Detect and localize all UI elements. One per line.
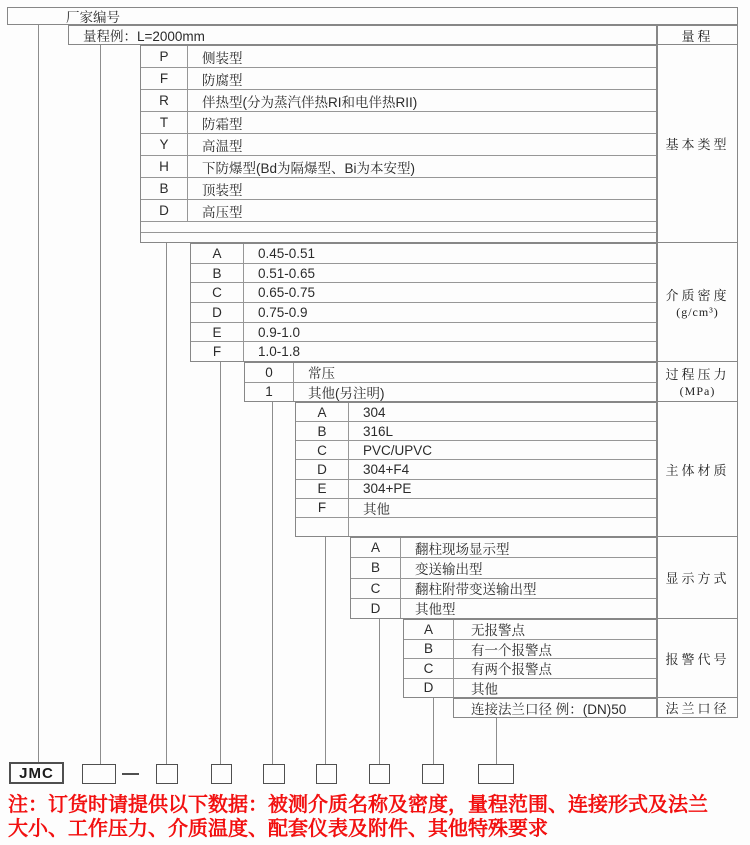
label-density-unit: (g/cm³) xyxy=(676,304,719,319)
density-code: E xyxy=(191,323,244,342)
pressure-desc: 常压 xyxy=(308,366,335,382)
label-flange-text: 法兰口径 xyxy=(665,701,730,716)
label-basic-type-text: 基本类型 xyxy=(665,137,730,152)
label-density-text: 介质密度 xyxy=(665,287,730,303)
alarm-desc: 有两个报警点 xyxy=(471,662,552,678)
connector-basic-type xyxy=(166,243,167,764)
model-box-density xyxy=(211,764,232,784)
model-box-display xyxy=(369,764,390,784)
display-desc: 翻柱现场显示型 xyxy=(415,541,510,557)
alarm-desc: 无报警点 xyxy=(471,623,525,639)
empty-row xyxy=(141,233,656,242)
flange-size-row xyxy=(453,698,657,718)
table-row xyxy=(296,422,656,441)
type-code: D xyxy=(141,200,188,221)
label-pressure-text: 过程压力 xyxy=(665,367,730,382)
empty-row xyxy=(296,518,656,536)
table-row xyxy=(141,90,656,112)
table-row xyxy=(296,480,656,499)
alarm-desc: 有一个报警点 xyxy=(471,642,552,658)
density-desc: 0.75-0.9 xyxy=(258,304,308,320)
material-code: F xyxy=(296,499,349,517)
table-row xyxy=(351,538,656,558)
connector-density xyxy=(220,362,221,764)
display-desc: 其他型 xyxy=(415,602,456,618)
material-table xyxy=(295,402,657,537)
label-material xyxy=(658,402,737,537)
density-desc: 1.0-1.8 xyxy=(258,344,301,360)
density-table xyxy=(190,243,657,362)
type-code: H xyxy=(141,156,188,177)
connector-range xyxy=(100,45,101,764)
model-box-range xyxy=(82,764,116,784)
label-display-text: 显示方式 xyxy=(665,571,730,586)
label-alarm-text: 报警代号 xyxy=(665,651,730,667)
type-desc: 侧装型 xyxy=(202,50,243,66)
density-code: F xyxy=(191,342,244,361)
type-desc: 防霜型 xyxy=(202,116,243,132)
type-desc: 下防爆型(Bd为隔爆型、Bi为本安型) xyxy=(202,160,416,176)
table-row xyxy=(351,579,656,599)
empty-desc xyxy=(349,518,363,536)
material-code: A xyxy=(296,403,349,421)
label-density xyxy=(658,243,737,362)
pressure-code: 1 xyxy=(245,383,294,402)
table-row xyxy=(404,620,656,640)
range-example-box xyxy=(68,25,657,45)
table-row xyxy=(404,679,656,698)
material-code: C xyxy=(296,441,349,459)
type-desc: 高温型 xyxy=(202,138,243,154)
connector-flange xyxy=(496,718,497,764)
density-code: D xyxy=(191,303,244,322)
alarm-desc: 其他 xyxy=(471,681,498,697)
type-code: F xyxy=(141,68,188,89)
type-code: R xyxy=(141,90,188,111)
density-desc: 0.9-1.0 xyxy=(258,324,301,340)
type-desc: 伴热型(分为蒸汽伴热RI和电伴热RII) xyxy=(202,94,418,110)
connector-display xyxy=(379,619,380,764)
table-row xyxy=(191,323,656,343)
label-flange xyxy=(658,698,737,717)
material-desc: 304 xyxy=(363,404,386,420)
table-row xyxy=(141,200,656,222)
alarm-code: C xyxy=(404,659,454,678)
table-row xyxy=(245,363,656,383)
density-code: B xyxy=(191,264,244,283)
label-pressure xyxy=(658,362,737,402)
display-desc: 翻柱附带变送输出型 xyxy=(415,582,537,598)
label-basic-type xyxy=(658,45,737,243)
order-note-line1: 注：订货时请提供以下数据：被测介质名称及密度，量程范围、连接形式及法兰 xyxy=(8,794,708,816)
connector-pressure xyxy=(272,402,273,764)
density-desc: 0.51-0.65 xyxy=(258,265,316,281)
table-row xyxy=(296,441,656,460)
pressure-desc: 其他(另注明) xyxy=(308,385,385,401)
alarm-code: B xyxy=(404,640,454,659)
density-code: C xyxy=(191,283,244,302)
table-row xyxy=(296,403,656,422)
material-desc: 304+F4 xyxy=(363,461,410,477)
type-code: P xyxy=(141,46,188,67)
model-box-basic-type xyxy=(156,764,178,784)
table-row xyxy=(191,303,656,323)
display-code: D xyxy=(351,599,401,618)
model-box-flange xyxy=(478,764,514,784)
connector-material xyxy=(325,537,326,764)
table-row xyxy=(191,264,656,284)
empty-code xyxy=(296,518,349,536)
display-code: C xyxy=(351,579,401,598)
table-row xyxy=(191,244,656,264)
alarm-code-table xyxy=(403,619,657,698)
material-desc: 其他 xyxy=(363,501,390,517)
alarm-code: D xyxy=(404,679,454,698)
table-row xyxy=(141,134,656,156)
material-code: D xyxy=(296,460,349,478)
density-code: A xyxy=(191,244,244,263)
factory-number-label: 厂家编号 xyxy=(66,10,120,25)
category-label-column xyxy=(657,25,738,718)
table-row xyxy=(351,599,656,618)
display-code: B xyxy=(351,558,401,577)
pressure-code: 0 xyxy=(245,363,294,382)
table-row xyxy=(296,499,656,518)
label-range-text: 量程 xyxy=(681,28,714,44)
basic-type-table xyxy=(140,45,657,243)
alarm-code: A xyxy=(404,620,454,639)
table-row xyxy=(141,178,656,200)
flange-size-text: 连接法兰口径 例：(DN)50 xyxy=(471,702,627,717)
table-row xyxy=(191,283,656,303)
connector-alarm xyxy=(433,698,434,764)
table-row xyxy=(141,46,656,68)
type-desc: 顶装型 xyxy=(202,182,243,198)
table-row xyxy=(141,156,656,178)
material-code: E xyxy=(296,480,349,498)
type-desc: 防腐型 xyxy=(202,72,243,88)
table-row xyxy=(141,112,656,134)
connector-factory-number xyxy=(38,25,39,762)
display-mode-table xyxy=(350,537,657,619)
density-desc: 0.65-0.75 xyxy=(258,285,316,301)
model-box-pressure xyxy=(263,764,285,784)
type-code: B xyxy=(141,178,188,199)
range-example-label: 量程例：L=2000mm xyxy=(83,29,205,44)
model-box-material xyxy=(316,764,337,784)
label-material-text: 主体材质 xyxy=(665,462,730,478)
table-row xyxy=(404,659,656,679)
label-pressure-unit: (MPa) xyxy=(679,384,716,398)
pressure-table xyxy=(244,362,657,402)
material-desc: 316L xyxy=(363,423,394,439)
material-code: B xyxy=(296,422,349,440)
type-code: Y xyxy=(141,134,188,155)
dash-separator xyxy=(122,773,139,775)
model-prefix-box xyxy=(9,762,64,784)
label-alarm xyxy=(658,619,737,698)
table-row xyxy=(351,558,656,578)
order-note xyxy=(8,793,746,841)
type-code: T xyxy=(141,112,188,133)
table-row xyxy=(404,640,656,660)
type-desc: 高压型 xyxy=(202,204,243,220)
table-row xyxy=(245,383,656,402)
factory-number-box xyxy=(7,7,738,25)
model-box-alarm xyxy=(422,764,444,784)
material-desc: PVC/UPVC xyxy=(363,442,433,458)
label-display xyxy=(658,537,737,619)
density-desc: 0.45-0.51 xyxy=(258,245,316,261)
table-row xyxy=(296,460,656,479)
label-range xyxy=(658,26,737,45)
material-desc: 304+PE xyxy=(363,481,412,497)
display-desc: 变送输出型 xyxy=(415,561,483,577)
table-row xyxy=(191,342,656,361)
model-prefix-text: JMC xyxy=(19,764,54,782)
empty-row xyxy=(141,222,656,233)
table-row xyxy=(141,68,656,90)
order-note-line2: 大小、工作压力、介质温度、配套仪表及附件、其他特殊要求 xyxy=(8,818,548,840)
display-code: A xyxy=(351,538,401,557)
